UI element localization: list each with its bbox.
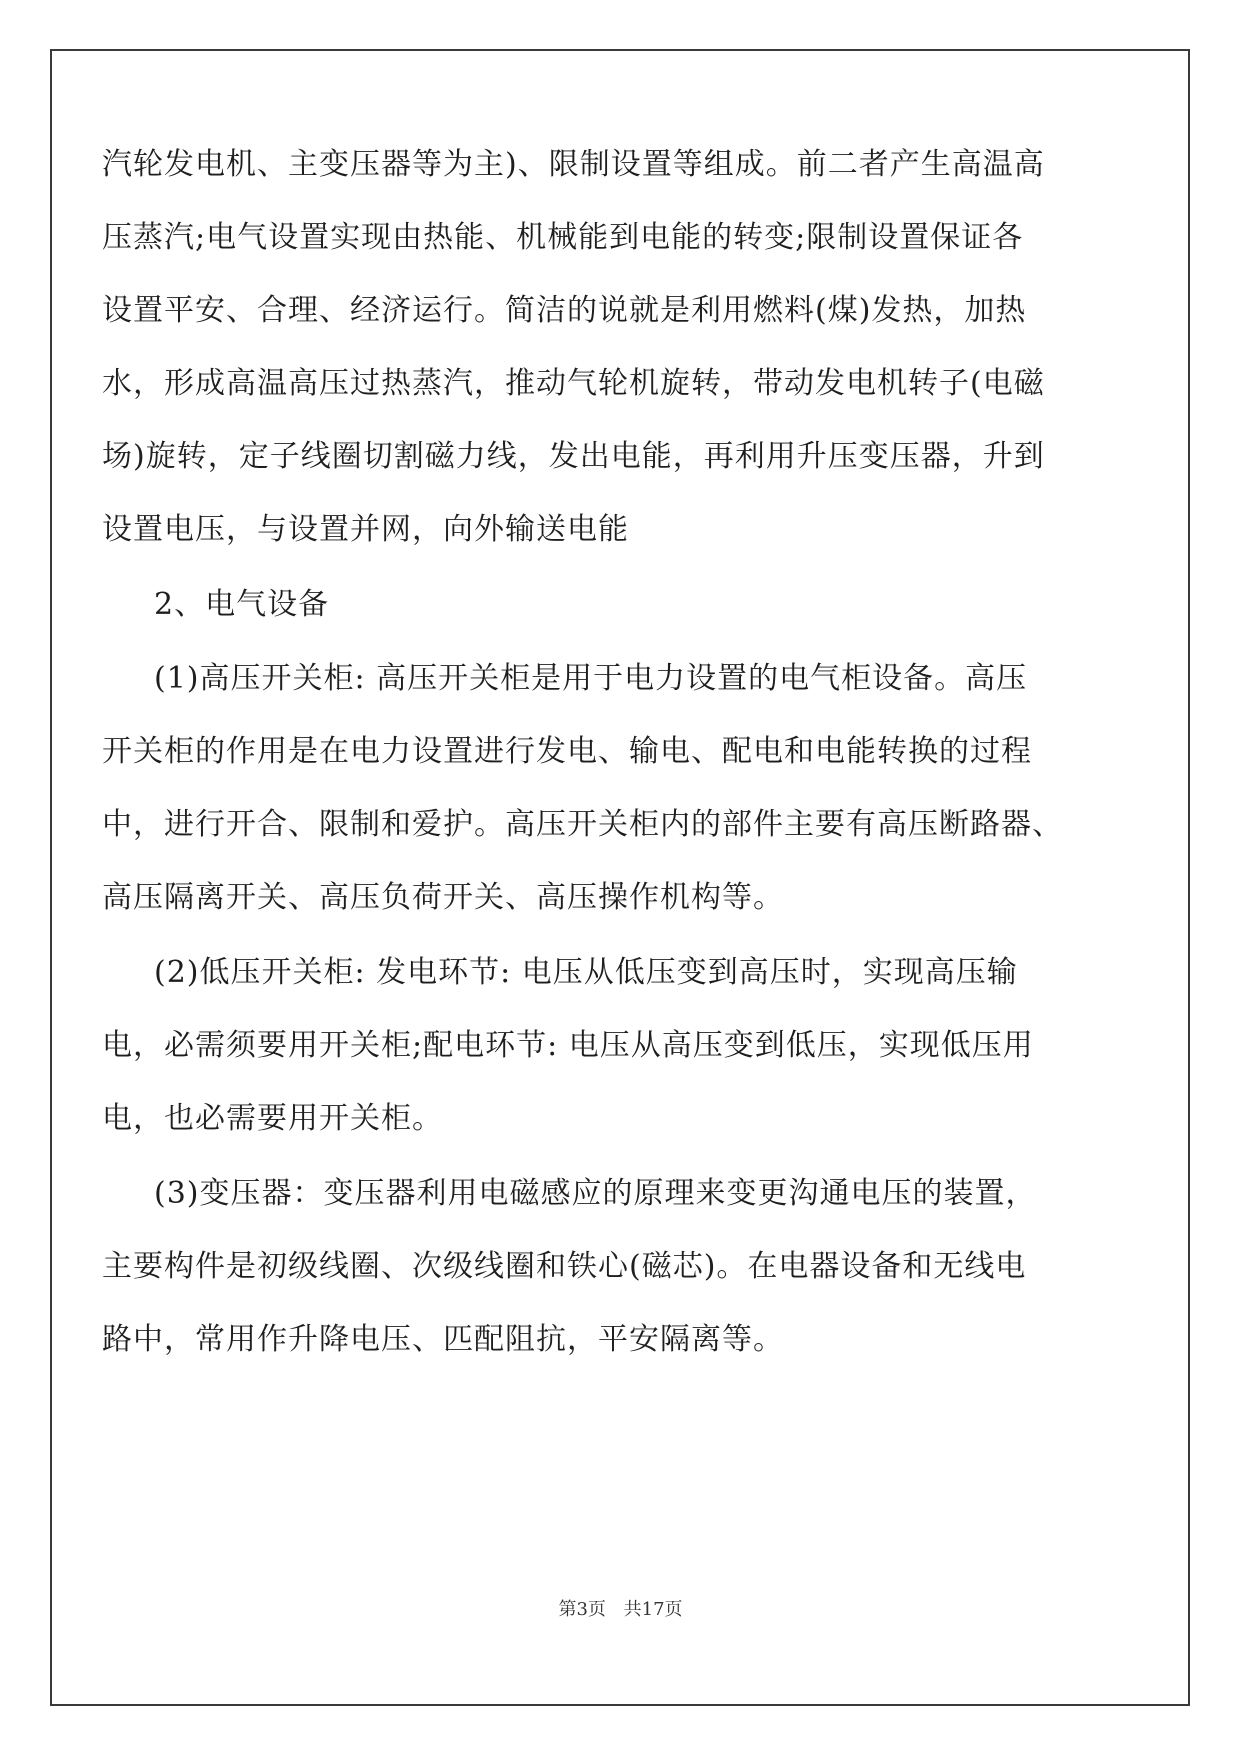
page-total: 共17页 [623, 1599, 683, 1620]
paragraph-first-line: (3)变压器：变压器利用电磁感应的原理来变更沟通电压的装置， [154, 1176, 1037, 1211]
paragraph-first-line: (2)低压开关柜: 发电环节: 电压从低压变到高压时，实现高压输 [154, 955, 1018, 990]
body-text-line: 汽轮发电机、主变压器等为主)、限制设置等组成。前二者产生高温高 [102, 147, 1045, 182]
body-text-line: 主要构件是初级线圈、次级线圈和铁心(磁芯)。在电器设备和无线电 [102, 1249, 1027, 1284]
body-text-line: 高压隔离开关、高压负荷开关、高压操作机构等。 [102, 880, 784, 915]
body-text-line: 电，必需须要用开关柜;配电环节: 电压从高压变到低压，实现低压用 [102, 1028, 1034, 1063]
page-footer [0, 1598, 1241, 1622]
section-heading: 2、电气设备 [154, 587, 330, 622]
body-text-line: 开关柜的作用是在电力设置进行发电、输电、配电和电能转换的过程 [102, 734, 1032, 769]
body-text-line: 电，也必需要用开关柜。 [102, 1101, 443, 1136]
body-text-line: 场)旋转，定子线圈切割磁力线，发出电能，再利用升压变压器，升到 [102, 439, 1045, 474]
body-text-line: 设置电压，与设置并网，向外输送电能 [102, 512, 629, 547]
paragraph-first-line: (1)高压开关柜: 高压开关柜是用于电力设置的电气柜设备。高压 [154, 661, 1028, 696]
body-text-line: 压蒸汽;电气设置实现由热能、机械能到电能的转变;限制设置保证各 [102, 220, 1024, 255]
body-text-line: 中，进行开合、限制和爱护。高压开关柜内的部件主要有高压断路器、 [102, 807, 1063, 842]
page-number: 第3页 [558, 1599, 606, 1620]
body-text-line: 路中，常用作升降电压、匹配阻抗，平安隔离等。 [102, 1322, 784, 1357]
body-text-line: 水，形成高温高压过热蒸汽，推动气轮机旋转，带动发电机转子(电磁 [102, 366, 1045, 401]
body-text-line: 设置平安、合理、经济运行。简洁的说就是利用燃料(煤)发热，加热 [102, 293, 1027, 328]
